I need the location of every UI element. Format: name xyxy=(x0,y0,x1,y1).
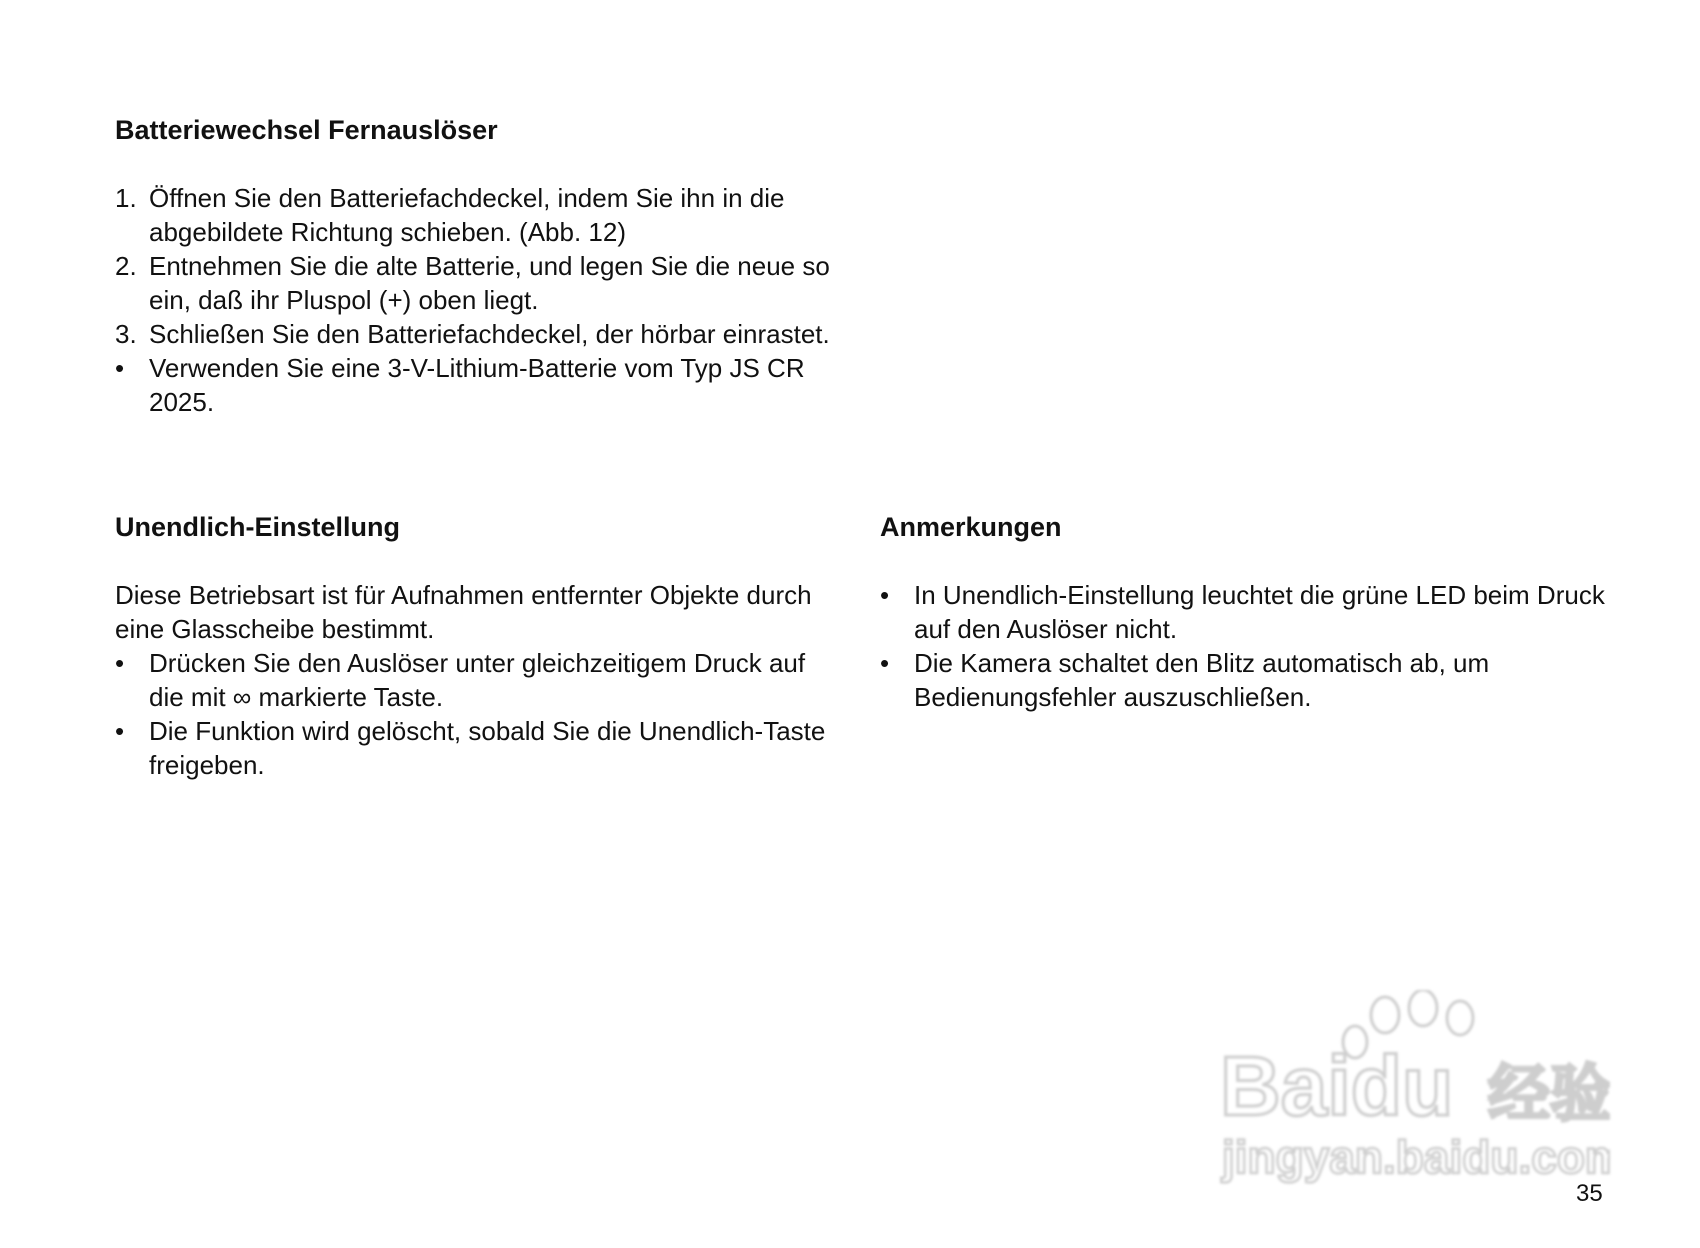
list-item-text: Die Kamera schaltet den Blitz automatisch ab, um Bedienungsfehler auszuschließen. xyxy=(914,648,1490,712)
list-marker: • xyxy=(115,648,125,678)
list-item xyxy=(115,317,835,351)
list-item xyxy=(880,646,1610,714)
battery-steps-list xyxy=(115,181,835,419)
list-item-text: Die Funktion wird gelöscht, sobald Sie die Unendlich-Taste freigeben. xyxy=(149,716,826,780)
watermark-brand: Baidu xyxy=(1220,1039,1454,1133)
list-item xyxy=(115,646,835,714)
watermark-url: jingyan.baidu.com xyxy=(1222,1131,1610,1183)
infinity-list xyxy=(115,646,835,782)
notes-list xyxy=(880,578,1610,714)
list-item xyxy=(115,181,835,249)
notes-section xyxy=(880,510,1610,714)
list-marker: • xyxy=(115,353,125,383)
list-item-text: In Unendlich-Einstellung leuchtet die grüne LED beim Druck auf den Auslöser nicht. xyxy=(914,580,1605,644)
infinity-intro: Diese Betriebsart ist für Aufnahmen entfernter Objekte durch eine Glasscheibe bestimmt. xyxy=(115,580,812,644)
baidu-watermark xyxy=(1210,990,1610,1190)
list-item xyxy=(115,351,835,419)
list-item xyxy=(115,714,835,782)
list-item-text: Schließen Sie den Batteriefachdeckel, der hörbar einrastet. xyxy=(149,319,830,349)
infinity-section xyxy=(115,510,835,782)
list-item-text: Drücken Sie den Auslöser unter gleichzeitigem Druck auf die mit ∞ markierte Taste. xyxy=(149,648,806,712)
list-marker: • xyxy=(880,648,890,678)
list-item xyxy=(115,249,835,317)
watermark-brand-cn: 经验 xyxy=(1488,1060,1610,1129)
list-marker: 2. xyxy=(115,251,137,281)
infinity-heading: Unendlich-Einstellung xyxy=(115,512,401,542)
list-marker: • xyxy=(880,580,890,610)
page-number: 35 xyxy=(1576,1180,1603,1207)
list-marker: 3. xyxy=(115,319,137,349)
list-item-text: Entnehmen Sie die alte Batterie, und legen Sie die neue so ein, daß ihr Pluspol (+) oben liegt. xyxy=(149,251,830,315)
battery-heading: Batteriewechsel Fernauslöser xyxy=(115,115,498,145)
list-item xyxy=(880,578,1610,646)
battery-section xyxy=(115,113,835,419)
baidu-watermark-graphic xyxy=(1210,990,1610,1190)
list-item-text: Öffnen Sie den Batteriefachdeckel, indem Sie ihn in die abgebildete Richtung schieben. (Abb. 12) xyxy=(149,183,785,247)
notes-heading: Anmerkungen xyxy=(880,512,1062,542)
list-item-text: Verwenden Sie eine 3-V-Lithium-Batterie vom Typ JS CR 2025. xyxy=(149,353,805,417)
list-marker: 1. xyxy=(115,183,137,213)
list-marker: • xyxy=(115,716,125,746)
